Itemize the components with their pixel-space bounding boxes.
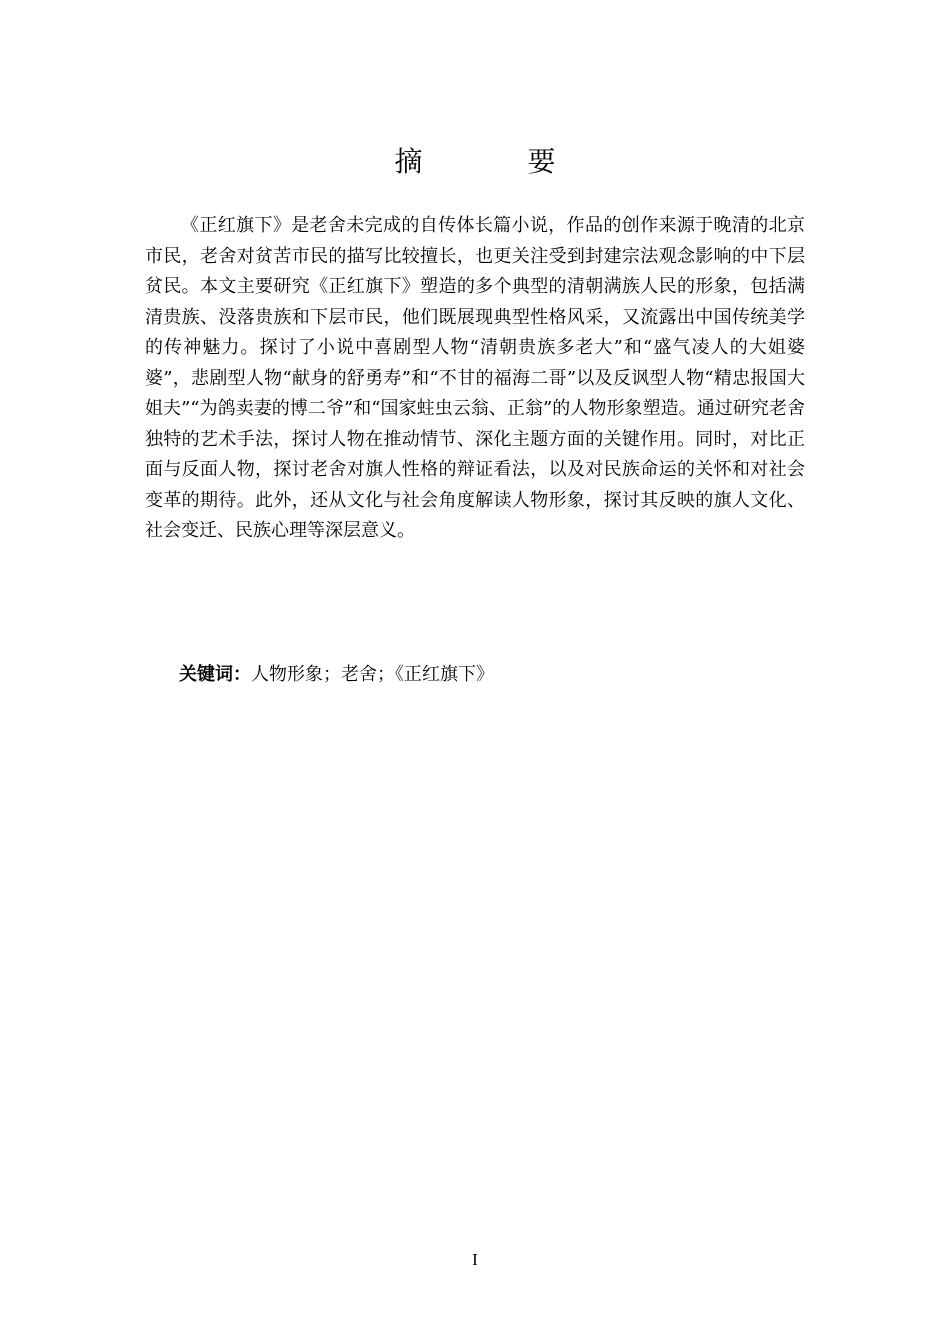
page-number: I xyxy=(472,1250,478,1269)
keywords-label: 关键词： xyxy=(179,664,251,685)
keywords-line xyxy=(179,660,494,690)
page-title: 摘 要 xyxy=(394,145,604,178)
keywords-value: 人物形象；老舍；《正红旗下》 xyxy=(251,664,494,685)
abstract-paragraph: 《正红旗下》是老舍未完成的自传体长篇小说，作品的创作来源于晚清的北京市民，老舍对贫苦市民的描写比较擅长，也更关注受到封建宗法观念影响的中下层贫民。本文主要研究《正红旗下》塑造的多个典型的清朝满族人民的形象，包括满清贵族、没落贵族和下层市民，他们既展现典型性格风采，又流露出中国传统美学的传神魅力。探讨了小说中喜剧型人物“清朝贵族多老大”和“盛气凌人的大姐婆婆”，悲剧型人物“献身的舒勇寿”和“不甘的福海二哥”以及反讽型人物“精忠报国大姐夫”“为鸽卖妻的博二爷”和“国家蛀虫云翁、正翁”的人物形象塑造。通过研究老舍独特的艺术手法，探讨人物在推动情节、深化主题方面的关键作用。同时，对比正面与反面人物，探讨老舍对旗人性格的辩证看法，以及对民族命运的关怀和对社会变革的期待。此外，还从文化与社会角度解读人物形象，探讨其反映的旗人文化、社会变迁、民族心理等深层意义。 xyxy=(145,215,805,541)
